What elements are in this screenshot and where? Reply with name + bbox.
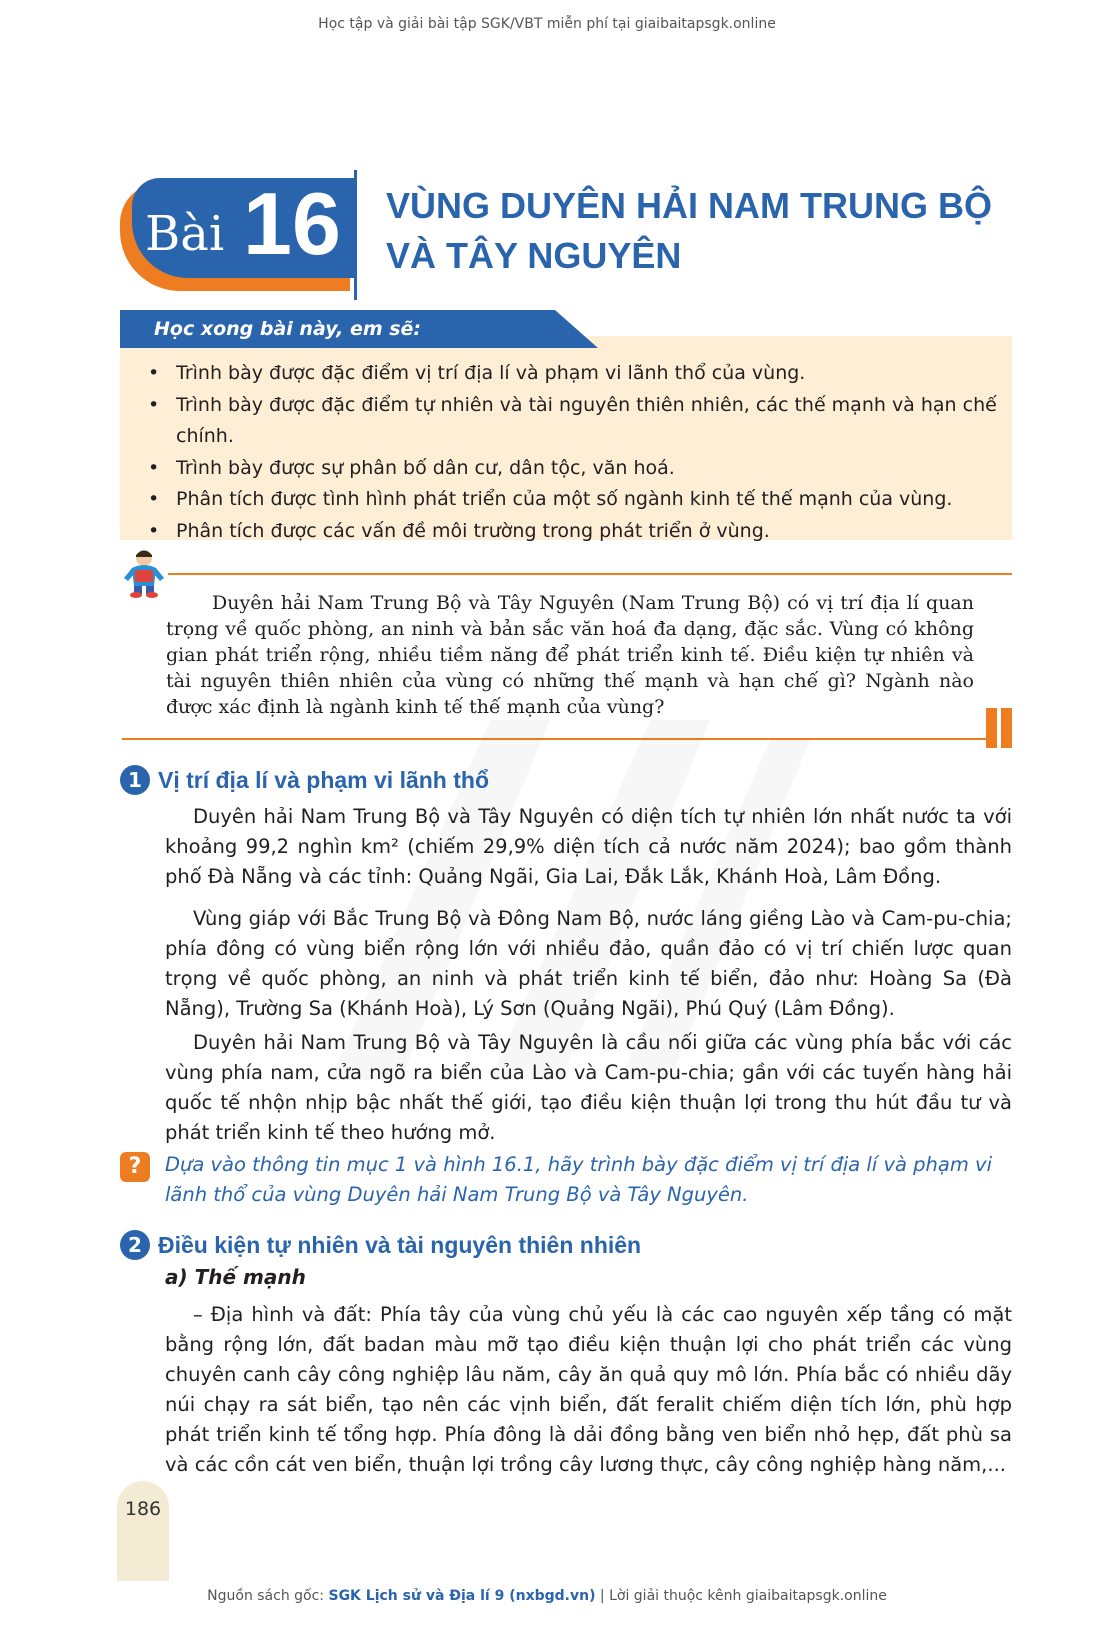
source-book-link[interactable]: SGK Lịch sử và Địa lí 9 (nxbgd.vn): [328, 1588, 596, 1604]
section2-subheading: a) Thế mạnh: [165, 1265, 306, 1289]
lesson-divider: [354, 170, 357, 300]
objectives-list: [148, 358, 1008, 547]
lesson-word: Bài: [145, 206, 225, 262]
question-icon: ?: [120, 1152, 150, 1182]
intro-bottom-rule: [122, 738, 990, 740]
objective-item: • Phân tích được các vấn đề môi trường trong phát triển ở vùng.: [148, 516, 1008, 548]
objective-item: • Trình bày được đặc điểm tự nhiên và tài nguyên thiên nhiên, các thế mạnh và hạn chế chính.: [148, 390, 1008, 453]
intro-paragraph: Duyên hải Nam Trung Bộ và Tây Nguyên (Nam Trung Bộ) có vị trí địa lí quan trọng về quốc phòng, an ninh và bản sắc văn hoá đa dạng, đặc sắc. Vùng có không gian phát triển rộng, nhiều tiềm năng để phát triển kinh tế. Điều kiện tự nhiên và tài nguyên thiên nhiên của vùng có những thế mạnh và hạn chế gì? Ngành nào được xác định là ngành kinh tế thế mạnh của vùng?: [166, 592, 974, 718]
lesson-title-line1: VÙNG DUYÊN HẢI NAM TRUNG BỘ: [386, 185, 993, 226]
question-text: Dựa vào thông tin mục 1 và hình 16.1, hãy trình bày đặc điểm vị trí địa lí và phạm vi lãnh thổ của vùng Duyên hải Nam Trung Bộ và Tây Nguyên.: [165, 1153, 992, 1206]
intro-end-mark: [1001, 708, 1012, 748]
objective-item: • Trình bày được sự phân bố dân cư, dân tộc, văn hoá.: [148, 453, 1008, 485]
section1-paragraph: Duyên hải Nam Trung Bộ và Tây Nguyên có diện tích tự nhiên lớn nhất nước ta với khoảng 99,2 nghìn km² (chiếm 29,9% diện tích cả nước năm 2024); bao gồm thành phố Đà Nẵng và các tỉnh: Quảng Ngãi, Gia Lai, Đắk Lắk, Khánh Hoà, Lâm Đồng.: [165, 805, 1012, 888]
top-note: Học tập và giải bài tập SGK/VBT miễn phí tại giaibaitapsgk.online: [318, 16, 776, 32]
source-note: [0, 1588, 1094, 1604]
student-mascot-icon: [120, 548, 168, 598]
objective-item: • Trình bày được đặc điểm vị trí địa lí và phạm vi lãnh thổ của vùng.: [148, 358, 1008, 390]
section2-title: Điều kiện tự nhiên và tài nguyên thiên nhiên: [158, 1232, 642, 1258]
source-suffix: | Lời giải thuộc kênh giaibaitapsgk.online: [595, 1588, 887, 1604]
page-number-tab: [117, 1481, 169, 1581]
section1-title: Vị trí địa lí và phạm vi lãnh thổ: [158, 767, 490, 793]
intro-end-mark: [986, 708, 997, 748]
source-prefix: Nguồn sách gốc:: [207, 1588, 329, 1604]
section2-paragraph: – Địa hình và đất: Phía tây của vùng chủ yếu là các cao nguyên xếp tầng có mặt bằng rộng lớn, đất badan màu mỡ tạo điều kiện thuận lợi cho phát triển các vùng chuyên canh cây công nghiệp lâu năm, cây ăn quả quy mô lớn. Phía bắc có nhiều dãy núi chạy ra sát biển, tạo nên các vịnh biển, đất feralit chiếm diện tích lớn, phù hợp phát triển kinh tế tổng hợp. Phía đông là dải đồng bằng ven biển nhỏ hẹp, đất phù sa và các cồn cát ven biển, thuận lợi trồng cây lương thực, cây công nghiệp hàng năm,...: [165, 1303, 1012, 1476]
lesson-title: [386, 181, 1066, 281]
page-number: 186: [124, 1498, 162, 1520]
intro-top-rule: [168, 573, 1012, 575]
section1-paragraph: Vùng giáp với Bắc Trung Bộ và Đông Nam Bộ, nước láng giềng Lào và Cam-pu-chia; phía đông có vùng biển rộng lớn với nhiều đảo, quần đảo có vị trí chiến lược quan trọng về quốc phòng, an ninh và phát triển kinh tế biển, đảo như: Hoàng Sa (Đà Nẵng), Trường Sa (Khánh Hoà), Lý Sơn (Quảng Ngãi), Phú Quý (Lâm Đồng).: [165, 907, 1012, 1020]
section2-number: 2: [120, 1230, 150, 1260]
objectives-heading: Học xong bài này, em sẽ:: [154, 318, 422, 340]
lesson-title-line2: VÀ TÂY NGUYÊN: [386, 235, 682, 276]
section1-number: 1: [120, 765, 150, 795]
section1-paragraph: Duyên hải Nam Trung Bộ và Tây Nguyên là cầu nối giữa các vùng phía bắc với các vùng phía nam, cửa ngõ ra biển của Lào và Cam-pu-chia; gần với các tuyến hàng hải quốc tế nhộn nhịp bậc nhất thế giới, tạo điều kiện thuận lợi trong thu hút đầu tư và phát triển kinh tế theo hướng mở.: [165, 1031, 1012, 1144]
objective-item: • Phân tích được tình hình phát triển của một số ngành kinh tế thế mạnh của vùng.: [148, 484, 1008, 516]
lesson-number: 16: [243, 174, 341, 273]
